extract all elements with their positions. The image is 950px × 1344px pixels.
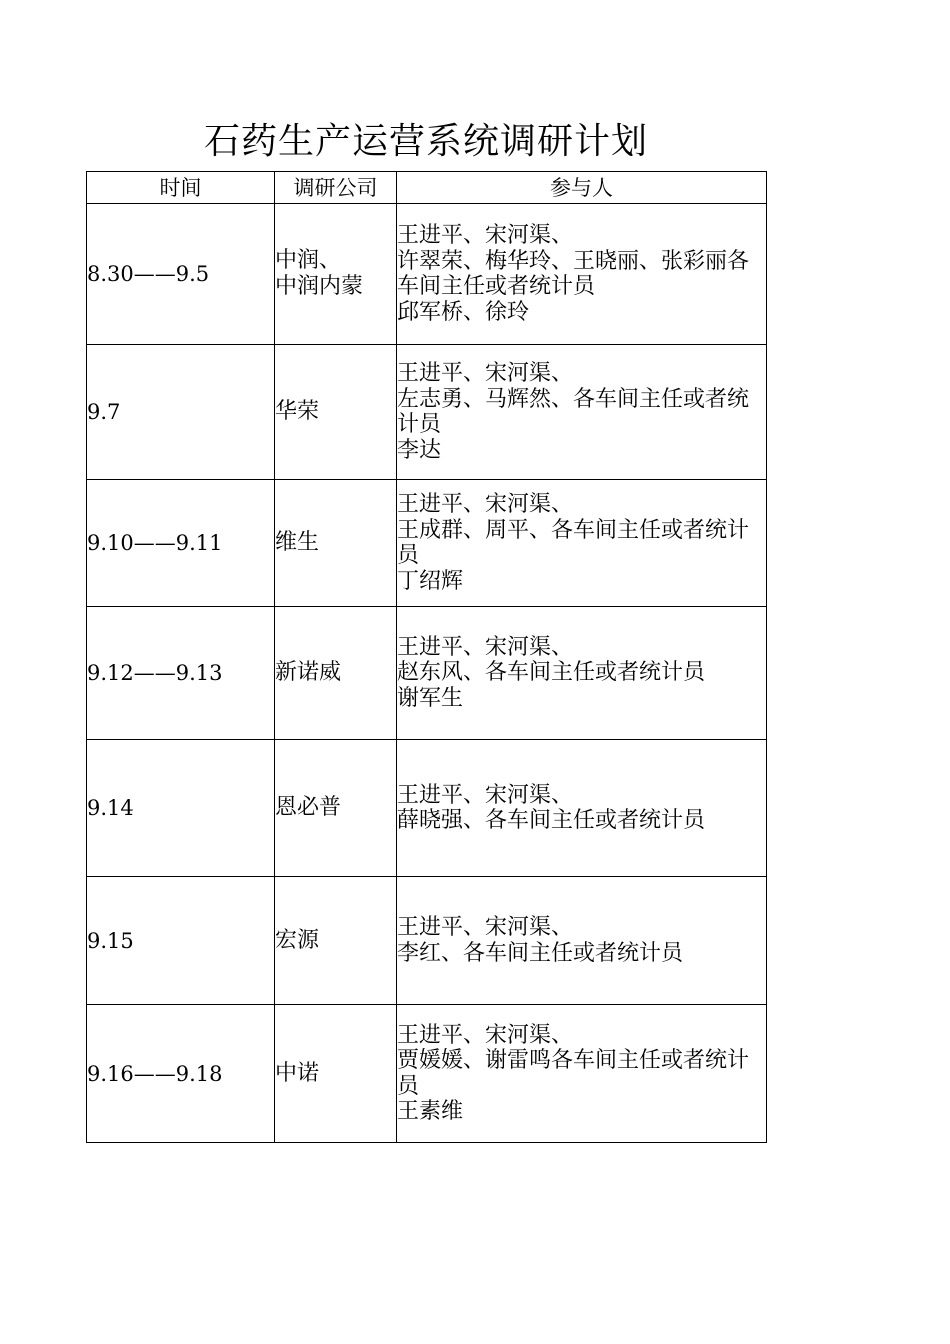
table-row xyxy=(87,345,767,480)
participant-line: 王进平、宋河渠、 xyxy=(397,634,574,660)
company-line: 恩必普 xyxy=(275,795,342,820)
participant-line: 王进平、宋河渠、 xyxy=(397,1022,574,1048)
header-time: 时间 xyxy=(87,172,275,204)
company-line: 中润、 xyxy=(275,248,342,273)
table-row xyxy=(87,607,767,740)
participant-line: 薛晓强、各车间主任或者统计员 xyxy=(397,808,706,833)
participant-line: 贾媛媛、谢雷鸣各车间主任或者统计员 xyxy=(397,1048,750,1099)
participant-line: 王进平、宋河渠、 xyxy=(397,782,574,808)
participants-cell xyxy=(397,607,767,740)
company-cell xyxy=(275,345,397,480)
schedule-table xyxy=(86,171,767,1143)
participant-line: 赵东风、各车间主任或者统计员 xyxy=(397,660,706,686)
company-line: 中润内蒙 xyxy=(275,274,364,299)
participant-line: 谢军生 xyxy=(397,685,464,711)
participant-line: 王素维 xyxy=(397,1099,464,1124)
company-line: 新诺威 xyxy=(275,660,342,685)
participant-line: 王进平、宋河渠、 xyxy=(397,223,574,248)
header-participants: 参与人 xyxy=(397,172,767,204)
header-company: 调研公司 xyxy=(275,172,397,204)
company-line: 宏源 xyxy=(275,927,320,953)
company-cell xyxy=(275,740,397,877)
time-cell: 9.12——9.13 xyxy=(87,607,275,740)
company-cell xyxy=(275,1005,397,1143)
company-line: 华荣 xyxy=(275,399,320,424)
participants-cell xyxy=(397,1005,767,1143)
participant-line: 王成群、周平、各车间主任或者统计员 xyxy=(397,517,750,568)
participant-line: 丁绍辉 xyxy=(397,568,464,594)
participant-line: 邱军桥、徐玲 xyxy=(397,299,530,325)
participant-line: 李达 xyxy=(397,437,442,463)
company-cell xyxy=(275,204,397,345)
participants-cell xyxy=(397,877,767,1005)
participants-cell xyxy=(397,740,767,877)
table-row xyxy=(87,204,767,345)
page-title: 石药生产运营系统调研计划 xyxy=(203,121,648,162)
company-cell xyxy=(275,607,397,740)
header-row xyxy=(87,172,767,204)
table-row xyxy=(87,1005,767,1143)
participant-line: 左志勇、马辉然、各车间主任或者统计员 xyxy=(397,386,750,437)
time-cell: 9.14 xyxy=(87,740,275,877)
time-cell: 9.16——9.18 xyxy=(87,1005,275,1143)
participant-line: 王进平、宋河渠、 xyxy=(397,492,574,517)
company-cell xyxy=(275,480,397,607)
time-cell: 9.7 xyxy=(87,345,275,480)
company-line: 维生 xyxy=(275,530,320,555)
participants-cell xyxy=(397,480,767,607)
table-row xyxy=(87,877,767,1005)
time-cell: 9.15 xyxy=(87,877,275,1005)
company-line: 中诺 xyxy=(275,1060,320,1086)
time-cell: 8.30——9.5 xyxy=(87,204,275,345)
participants-cell xyxy=(397,345,767,480)
participant-line: 王进平、宋河渠、 xyxy=(397,361,574,386)
time-cell: 9.10——9.11 xyxy=(87,480,275,607)
participant-line: 许翠荣、梅华玲、王晓丽、张彩丽各车间主任或者统计员 xyxy=(397,248,750,299)
participants-cell xyxy=(397,204,767,345)
table-row xyxy=(87,740,767,877)
participant-line: 李红、各车间主任或者统计员 xyxy=(397,940,684,966)
table-row xyxy=(87,480,767,607)
company-cell xyxy=(275,877,397,1005)
participant-line: 王进平、宋河渠、 xyxy=(397,915,574,940)
